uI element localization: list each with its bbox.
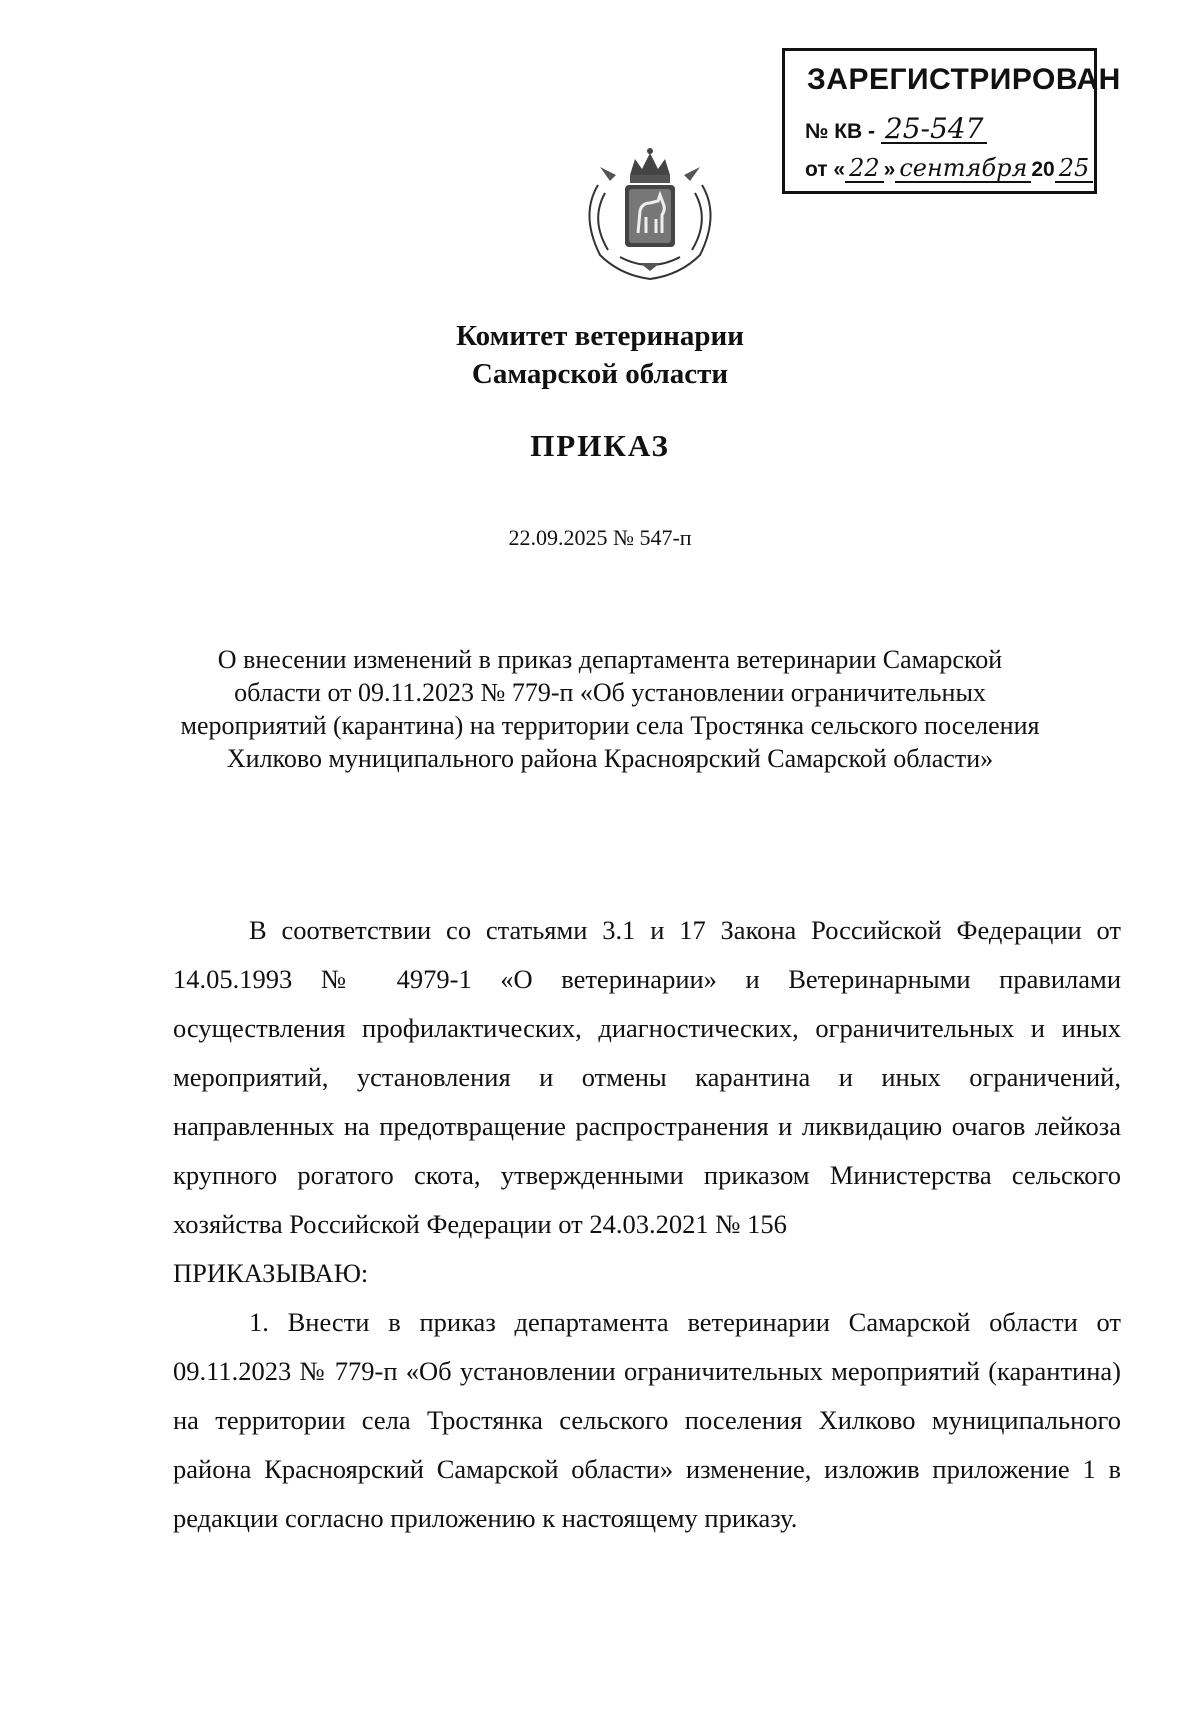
order-body [173, 906, 1121, 1543]
stamp-number-line [805, 112, 987, 145]
item-1-paragraph: 1. Внести в приказ департамента ветеринарии Самарской области от 09.11.2023 № 779-п «Об установлении ограничительных мероприятий (карантина) на территории села Тростянка сельского поселения Хилково муниципального района Красноярский Самарской области» изменение, изложив приложение 1 в редакции согласно приложению к настоящему приказу. [173, 1307, 1121, 1533]
coat-of-arms-icon [570, 145, 730, 285]
preamble-paragraph: В соответствии со статьями 3.1 и 17 Закона Российской Федерации от 14.05.1993 № 4979-1 «О ветеринарии» и Ветеринарными правилами осуществления профилактических, диагностических, ограничительных и иных мероприятий, установления и отмены карантина и иных ограничений, направленных на предотвращение распространения и ликвидацию очагов лейкоза крупного рогатого скота, утвержденными приказом Министерства сельского хозяйства Российской Федерации от 24.03.2021 № 156 [173, 915, 1121, 1239]
registration-stamp [782, 48, 1121, 194]
stamp-title: ЗАРЕГИСТРИРОВАН [807, 63, 1121, 96]
stamp-number-handwritten: 25-547 [881, 116, 988, 144]
org-name-line-1: Комитет ветеринарии [456, 320, 744, 352]
document-type: ПРИКАЗ [530, 428, 670, 463]
org-name-line-2: Самарской области [471, 358, 729, 390]
document-date-number: 22.09.2025 № 547-п [508, 525, 692, 550]
stamp-date-prefix: от « [805, 158, 846, 181]
order-subject: О внесении изменений в приказ департамента ветеринарии Самарской области от 09.11.2023 № 779-п «Об установлении ограничительных мероприятий (карантина) на территории села Тростянка сельского поселения Хилково муниципального района Красноярский Самарской области» [180, 645, 1040, 773]
stamp-number-prefix: № КВ - [805, 120, 876, 143]
stamp-date-year: 25 [1055, 155, 1094, 183]
stamp-date-mid: » [883, 158, 896, 181]
stamp-date-day: 22 [845, 155, 884, 183]
stamp-date-year-prefix: 20 [1031, 158, 1055, 181]
stamp-date-line [805, 155, 1093, 183]
command-word: ПРИКАЗЫВАЮ: [173, 1258, 369, 1288]
stamp-date-month: сентября [895, 155, 1031, 183]
